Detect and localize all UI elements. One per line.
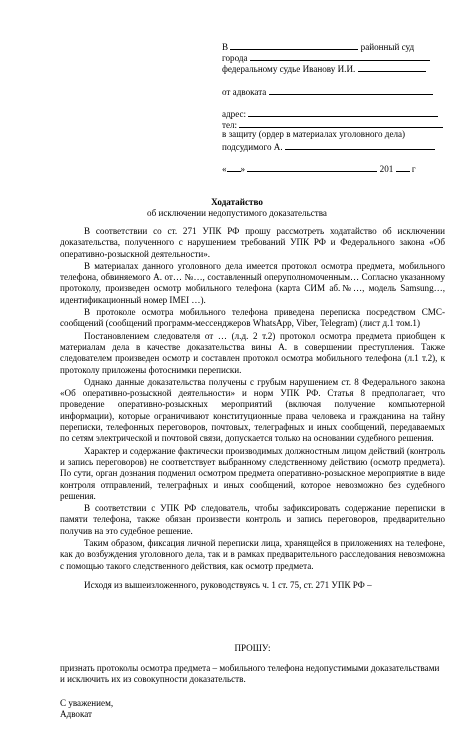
closing-regards: С уважением, — [60, 698, 114, 708]
date-line — [222, 162, 416, 175]
closing-signature: Адвокат — [60, 709, 93, 720]
year-blank — [396, 162, 410, 172]
defense-label: в защиту (ордер в материалах уголовного дела) — [222, 129, 406, 139]
body-paragraph: В соответствии с УПК РФ следователь, чтобы зафиксировать содержание переписки в памяти телефона, также обязан произвести контроль и запись переговоров, предварительно получив на это судебное решение. — [60, 503, 445, 536]
defendant-line — [222, 140, 435, 153]
city-blank — [250, 51, 430, 61]
body-paragraph: Постановлением следователя от … (л.д. 2 т.2) протокол осмотра предмета приобщен к материалам дела в качестве доказательства вины А. в совершении преступления. Также следователем произведен осмотр и составлен протокол осмотра мобильного телефона (л.1 т.2), к протоколу приложены фотоснимки переписки. — [60, 330, 445, 375]
request-heading: ПРОШУ: — [234, 643, 271, 653]
address-label: адрес: — [222, 109, 247, 119]
day-blank — [227, 162, 241, 172]
phone-blank — [239, 118, 443, 128]
document-body — [60, 226, 445, 591]
judge-label: федеральному судье Иванову И.И. — [222, 64, 356, 74]
advocate-line — [222, 85, 433, 98]
advocate-label: от адвоката — [222, 87, 267, 97]
court-blank — [230, 40, 358, 50]
court-prefix: В — [222, 42, 229, 52]
advocate-blank — [269, 85, 433, 95]
date-year: 201 — [379, 164, 394, 174]
court-suffix: районный суд — [360, 42, 415, 52]
body-paragraph: Характер и содержание фактически производимых должностным лицом действий (контроль и запись переговоров) не соответствует выбранному следственному действию (осмотр предмета). По сути, орган дознания подменил осмотром предмета оперативно-розыскное мероприятие в виде контроля отправлений, телеграфных и иных сообщений, которое невозможно без судебного решения. — [60, 445, 445, 501]
body-paragraph: В соответствии со ст. 271 УПК РФ прошу рассмотреть ходатайство об исключении доказательства, полученного с нарушением требований УПК РФ и Федерального закона «Об оперативно-розыскной деятельности». — [60, 226, 445, 259]
body-paragraph: Исходя из вышеизложенного, руководствуясь ч. 1 ст. 75, ст. 271 УПК РФ – — [84, 579, 372, 590]
phone-label: тел: — [222, 120, 238, 130]
defense-line — [222, 129, 405, 140]
request-text-block — [60, 663, 445, 686]
city-label: города — [222, 53, 248, 63]
body-paragraph: В протоколе осмотра мобильного телефона приведена переписка посредством СМС-сообщений (сообщений программ-мессенджеров WhatsApp, Viber, Telegram) (лист д.1 том.1) — [60, 307, 445, 329]
body-paragraph: Однако данные доказательства получены с грубым нарушением ст. 8 Федерального закона «Об оперативно-розыскной деятельности» и норм УПК РФ. Статья 8 предполагает, что проведение оперативно-розыскных мероприятий (включая получение компьютерной информации), которые ограничивают конституционные права человека и гражданина на тайну переписки, телефонных переговоров, почтовых, телеграфных и иных сообщений, передаваемых по сетям электрической и почтовой связи, допускается только на основании судебного решения. — [60, 376, 445, 444]
judge-line — [222, 62, 426, 75]
date-close: » — [240, 164, 246, 174]
judge-blank — [358, 62, 426, 72]
body-paragraph: Таким образом, фиксация личной переписки лица, хранящейся в приложениях на телефоне, как до возбуждения уголовного дела, так и в рамках предварительного расследования невозможна с помощью такого следственного действия, как осмотр предмета. — [60, 538, 445, 571]
date-g: г — [411, 164, 416, 174]
document-title — [0, 197, 474, 220]
title-sub: об исключении недопустимого доказательства — [147, 208, 327, 219]
defendant-blank — [285, 140, 435, 150]
date-open: « — [222, 164, 227, 174]
title-main: Ходатайство — [211, 197, 263, 207]
month-blank — [247, 162, 377, 172]
closing-block — [60, 698, 445, 721]
body-paragraph: В материалах данного уголовного дела имеется протокол осмотра предмета, мобильного телефона, обвиняемого А. от… №…, составленный оперуполномоченным… Согласно указанному протоколу, произведен осмотр мобильного телефона (карта СИМ аб.№…, модель Samsung…, идентификационный номер IMEI …). — [60, 260, 445, 305]
defendant-label: подсудимого А. — [222, 142, 283, 152]
address-blank — [248, 107, 438, 117]
request-text: признать протоколы осмотра предмета – мобильного телефона недопустимыми доказательствами и исключить их из совокупности доказательств. — [60, 663, 440, 685]
